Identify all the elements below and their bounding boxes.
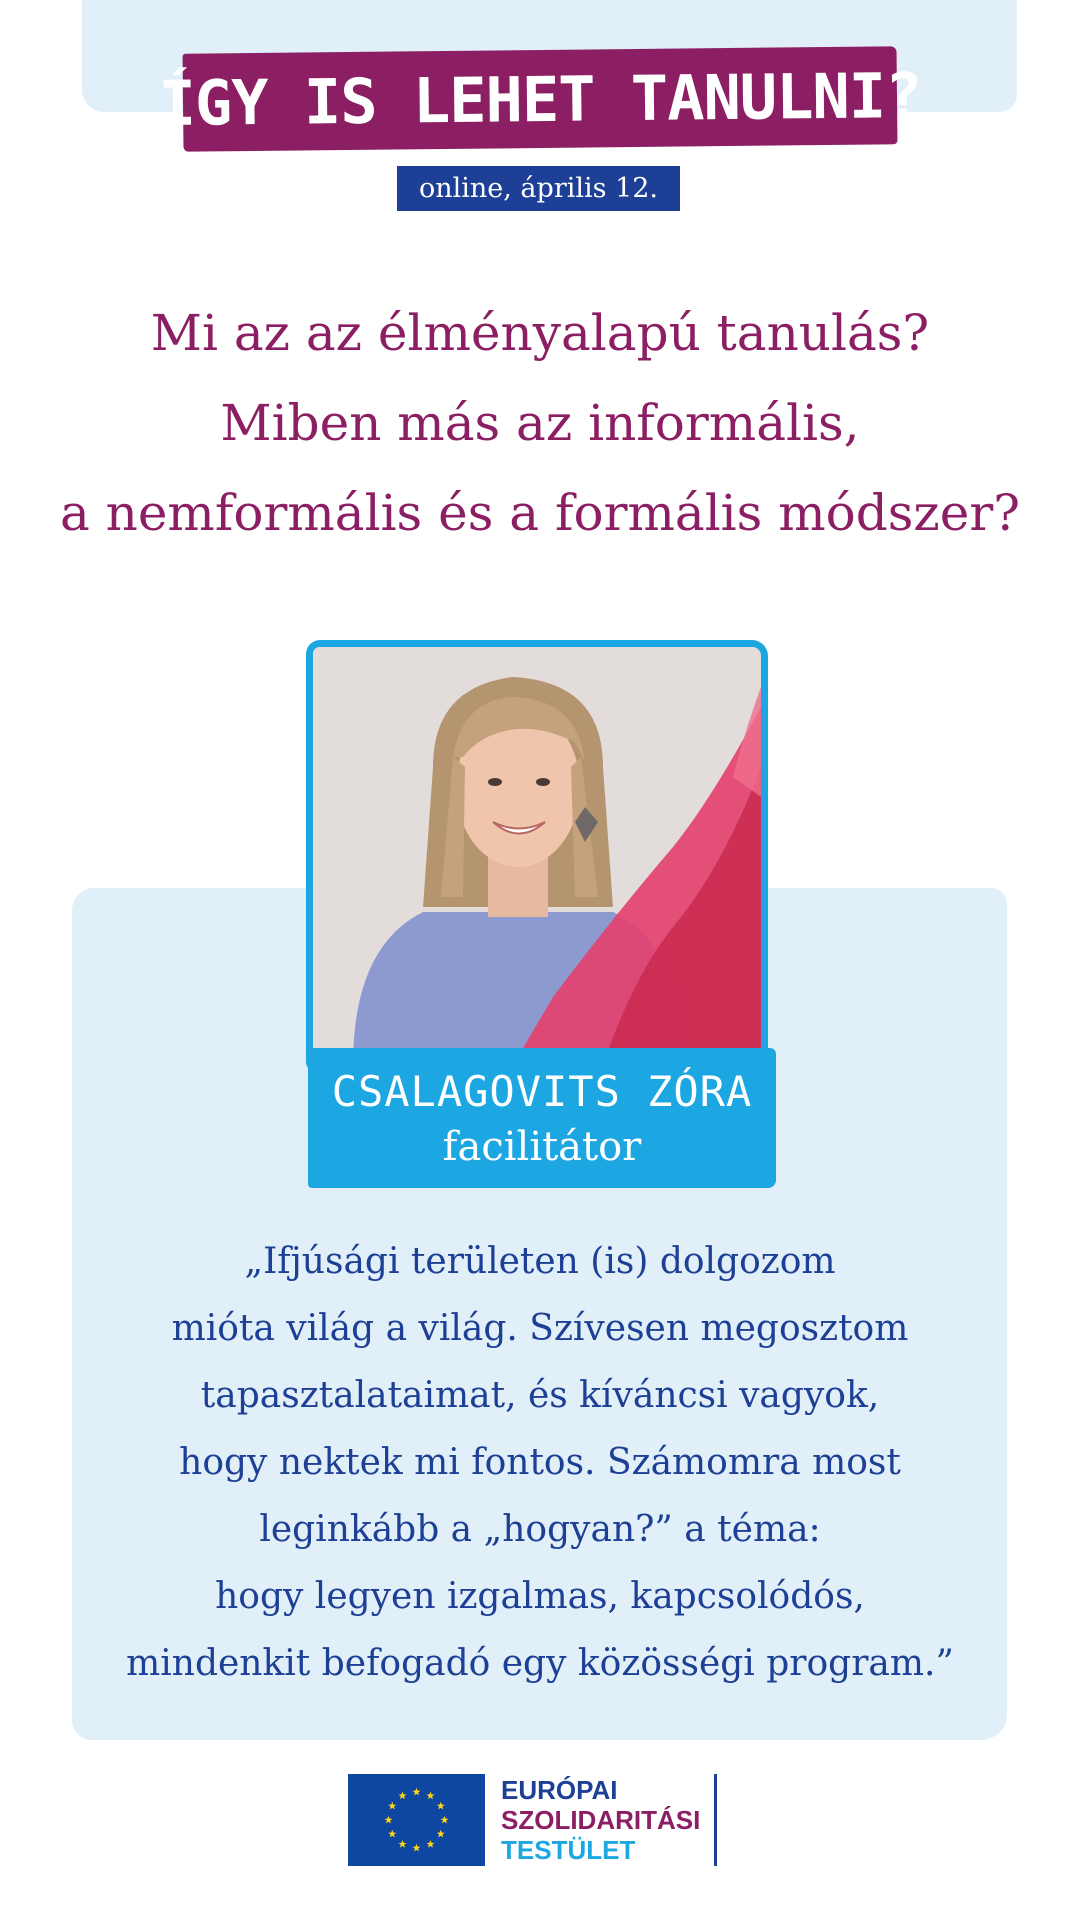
speaker-portrait-image [313,647,761,1065]
headline-line: Mi az az élményalapú tanulás? [150,304,930,362]
speaker-name-box [308,1048,776,1188]
headline-line: Miben más az informális, [220,394,860,452]
event-date: online, április 12. [418,173,659,204]
headline [0,288,1080,558]
page-title: ÍGY IS LEHET TANULNI? [158,58,922,140]
speaker-role: facilitátor [442,1123,642,1170]
logo-divider [714,1774,717,1866]
speaker-photo [306,640,768,1072]
footer-logo [348,1774,717,1866]
speaker-quote [100,1228,980,1697]
org-name-line: EURÓPAI [501,1775,618,1805]
org-name [501,1775,700,1865]
quote-line: mindenkit befogadó egy közösségi program.” [126,1643,954,1684]
quote-line: „Ifjúsági területen (is) dolgozom [244,1241,836,1282]
org-name-line: TESTÜLET [501,1835,636,1865]
org-name-line: SZOLIDARITÁSI [501,1805,701,1835]
quote-line: hogy legyen izgalmas, kapcsolódós, [215,1576,865,1617]
quote-line: mióta világ a világ. Szívesen megosztom [171,1308,909,1349]
date-badge [397,166,680,211]
speaker-name: CSALAGOVITS ZÓRA [331,1066,753,1116]
quote-line: tapasztalataimat, és kíváncsi vagyok, [200,1375,880,1416]
eu-flag-icon [348,1774,485,1866]
headline-line: a nemformális és a formális módszer? [59,484,1021,542]
quote-line: hogy nektek mi fontos. Számomra most [179,1442,901,1483]
quote-line: leginkább a „hogyan?” a téma: [259,1509,821,1550]
title-banner [158,46,922,151]
